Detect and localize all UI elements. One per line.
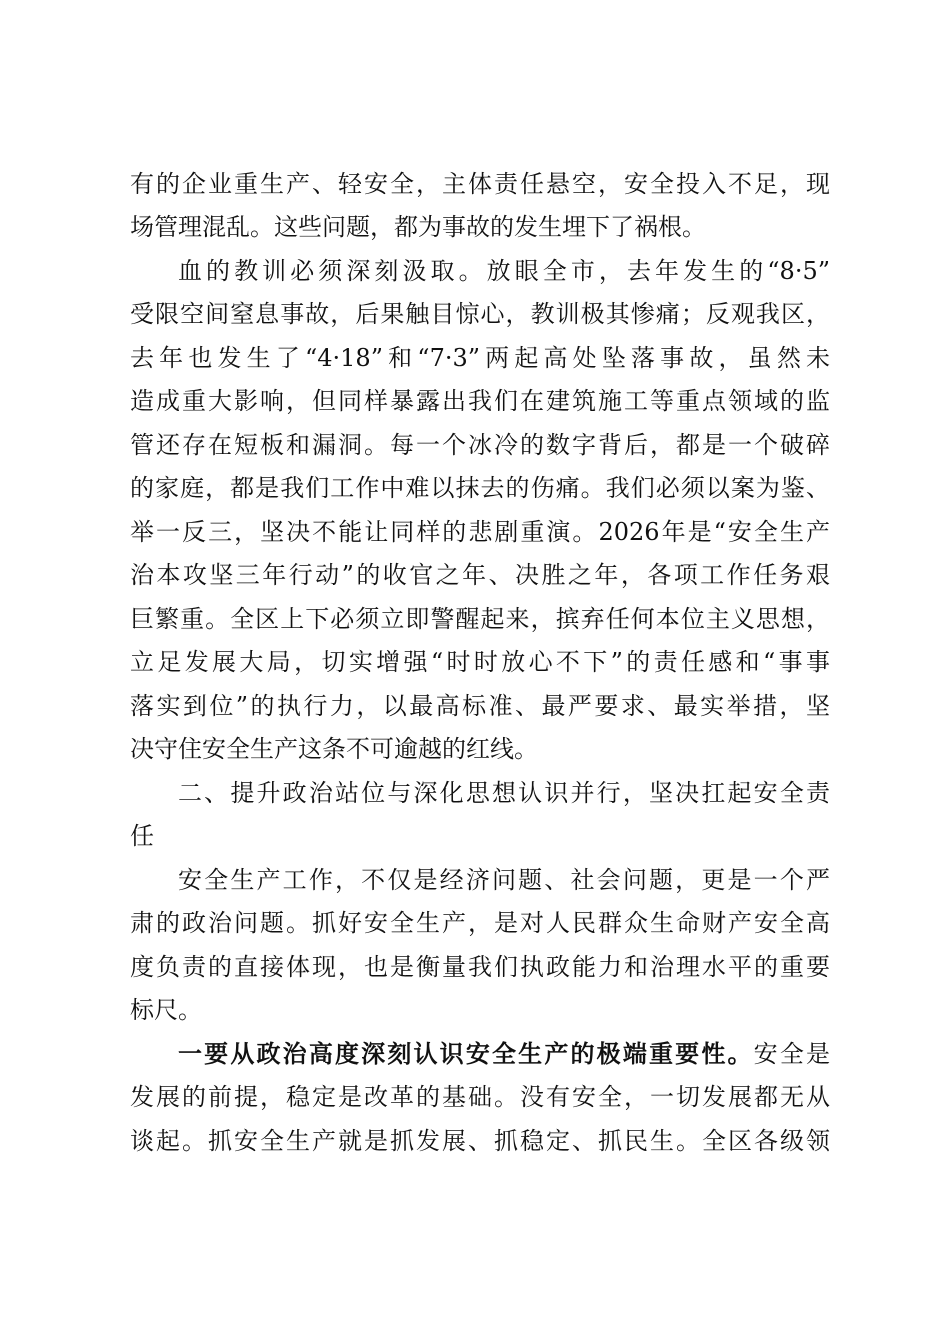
paragraph-line: 巨繁重。全区上下必须立即警醒起来，摈弃任何本位主义思想， — [130, 605, 830, 633]
paragraph-line: 有的企业重生产、轻安全，主体责任悬空，安全投入不足，现 — [130, 170, 830, 198]
paragraph-line: 场管理混乱。这些问题，都为事故的发生埋下了祸根。 — [130, 213, 706, 241]
paragraph-line: 度负责的直接体现，也是衡量我们执政能力和治理水平的重要 — [130, 953, 830, 981]
section-heading-line: 任 — [130, 822, 154, 850]
paragraph-line: 标尺。 — [130, 996, 202, 1024]
paragraph-line: 造成重大影响，但同样暴露出我们在建筑施工等重点领域的监 — [130, 387, 830, 415]
paragraph-line: 决守住安全生产这条不可逾越的红线。 — [130, 735, 538, 763]
paragraph-line: 落实到位”的执行力，以最高标准、最严要求、最实举措，坚 — [130, 692, 830, 720]
bold-heading: 一要从政治高度深刻认识安全生产的极端重要性。 — [178, 1039, 754, 1068]
paragraph-line: 管还存在短板和漏洞。每一个冰冷的数字背后，都是一个破碎 — [130, 431, 830, 459]
paragraph-line: 的家庭，都是我们工作中难以抹去的伤痛。我们必须以案为鉴、 — [130, 474, 830, 502]
section-heading-line: 二、提升政治站位与深化思想认识并行，坚决扛起安全责 — [178, 779, 830, 807]
bold-heading-tail: 安全是 — [753, 1040, 831, 1068]
paragraph-line: 安全生产工作，不仅是经济问题、社会问题，更是一个严 — [178, 866, 830, 894]
paragraph-line: 血的教训必须深刻汲取。放眼全市，去年发生的“8·5” — [178, 257, 830, 285]
paragraph-line: 立足发展大局，切实增强“时时放心不下”的责任感和“事事 — [130, 648, 830, 676]
paragraph-line: 治本攻坚三年行动”的收官之年、决胜之年，各项工作任务艰 — [130, 561, 830, 589]
paragraph-line: 举一反三，坚决不能让同样的悲剧重演。2026年是“安全生产 — [130, 518, 830, 546]
paragraph-line: 发展的前提，稳定是改革的基础。没有安全，一切发展都无从 — [130, 1083, 830, 1111]
paragraph-line: 去年也发生了“4·18”和“7·3”两起高处坠落事故，虽然未 — [130, 344, 830, 372]
paragraph-line: 谈起。抓安全生产就是抓发展、抓稳定、抓民生。全区各级领 — [130, 1127, 830, 1155]
paragraph-line: 受限空间窒息事故，后果触目惊心，教训极其惨痛；反观我区， — [130, 300, 830, 328]
paragraph-line: 肃的政治问题。抓好安全生产，是对人民群众生命财产安全高 — [130, 909, 830, 937]
paragraph-line — [178, 1038, 830, 1070]
